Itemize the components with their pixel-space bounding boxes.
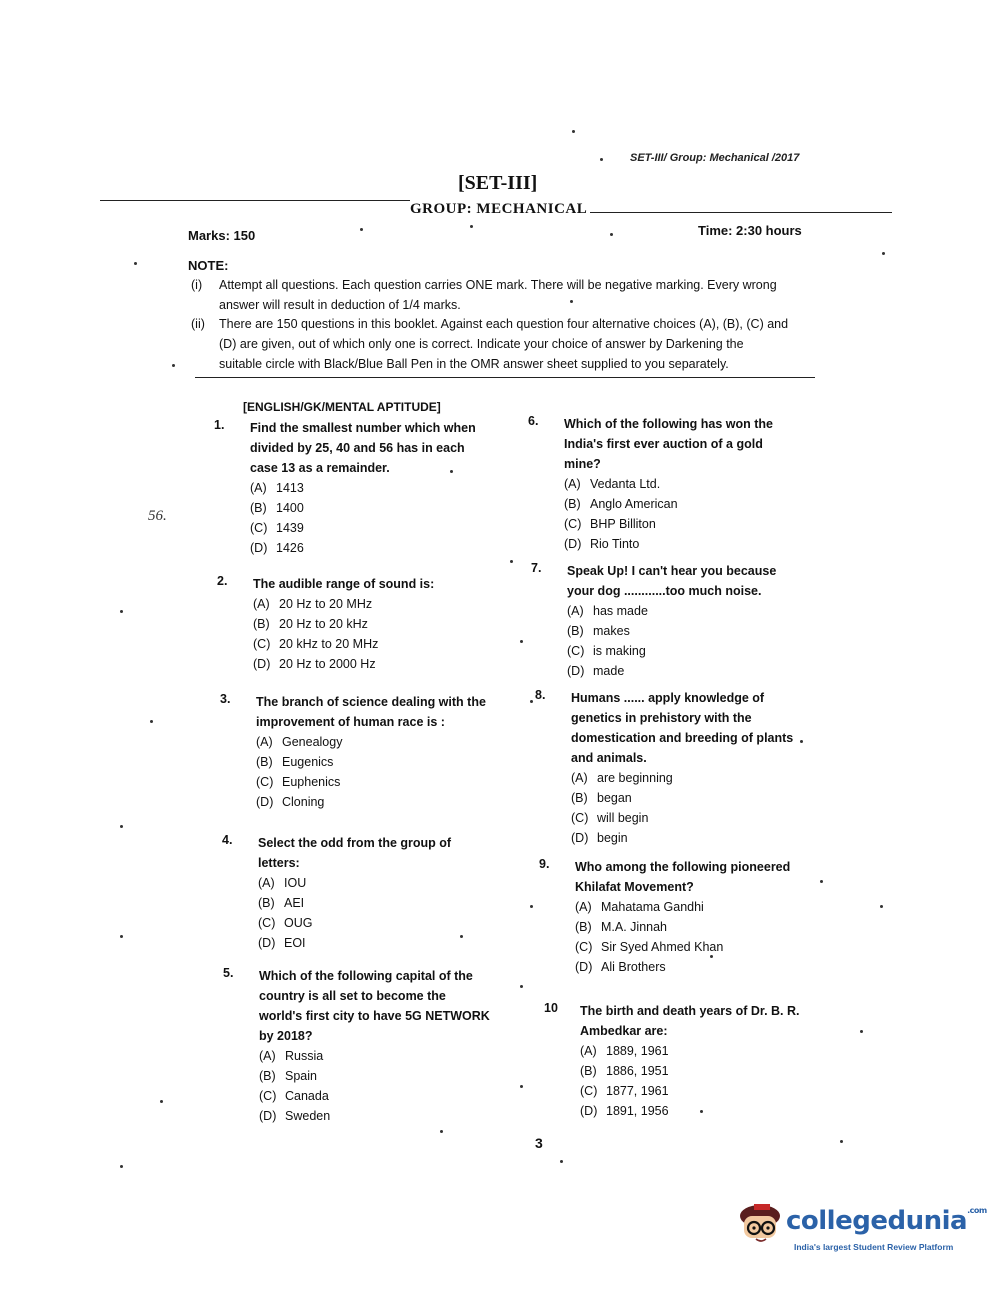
group-title: GROUP: MECHANICAL	[410, 201, 588, 217]
marks-label: Marks: 150	[188, 228, 256, 243]
question-number: 5.	[223, 966, 234, 980]
question-number: 4.	[222, 833, 233, 847]
option-text: 1877, 1961	[606, 1084, 669, 1098]
question-text-line: your dog ............too much noise.	[567, 584, 762, 598]
scan-speck	[610, 233, 613, 236]
question-text-line: Find the smallest number which when	[250, 421, 476, 435]
option-c	[250, 518, 488, 538]
note-line: Attempt all questions. Each question carries ONE mark. There will be negative marking. Every wrong	[219, 278, 777, 292]
collegedunia-logo	[736, 1200, 987, 1260]
option-label: (D)	[575, 960, 593, 974]
option-text: Mahatama Gandhi	[601, 900, 704, 914]
option-c	[580, 1081, 824, 1101]
header-rule-right	[590, 212, 892, 213]
option-c	[564, 514, 798, 534]
option-d	[564, 534, 798, 554]
option-text: EOI	[284, 936, 306, 950]
option-text: 20 kHz to 20 MHz	[279, 637, 379, 651]
option-text: Eugenics	[282, 755, 334, 769]
question-text-line: domestication and breeding of plants	[571, 731, 794, 745]
question-10	[544, 1001, 824, 1121]
option-label: (A)	[580, 1044, 597, 1058]
option-d	[256, 792, 494, 812]
margin-note: 56.	[148, 508, 167, 524]
option-text: AEI	[284, 896, 305, 910]
option-label: (B)	[259, 1069, 276, 1083]
option-label: (B)	[564, 497, 581, 511]
option-text: 1889, 1961	[606, 1044, 669, 1058]
option-b	[575, 917, 815, 937]
question-text-line: letters:	[258, 856, 300, 870]
question-6	[528, 414, 798, 554]
scan-speck	[860, 1030, 863, 1033]
option-text: began	[597, 791, 632, 805]
option-d	[259, 1106, 497, 1126]
option-text: makes	[593, 624, 630, 638]
option-text: Cloning	[282, 795, 325, 809]
question-text-line: Select the odd from the group of	[258, 836, 452, 850]
option-label: (B)	[258, 896, 275, 910]
scan-speck	[800, 740, 803, 743]
option-b	[259, 1066, 497, 1086]
option-c	[253, 634, 491, 654]
option-d	[253, 654, 491, 674]
option-text: begin	[597, 831, 628, 845]
option-b	[567, 621, 803, 641]
option-label: (A)	[564, 477, 581, 491]
mascot-icon	[736, 1202, 788, 1250]
question-text-line: and animals.	[571, 751, 647, 765]
scan-speck	[470, 225, 473, 228]
logo-wordmark: collegedunia$^{.com}$	[786, 1206, 987, 1236]
question-number: 8.	[535, 688, 546, 702]
note-heading: NOTE:	[188, 258, 229, 273]
option-label: (D)	[567, 664, 585, 678]
option-text: 1891, 1956	[606, 1104, 669, 1118]
option-a	[259, 1046, 497, 1066]
option-label: (B)	[580, 1064, 597, 1078]
question-text-line: Which of the following has won the	[564, 417, 774, 431]
option-label: (B)	[571, 791, 588, 805]
option-label: (A)	[259, 1049, 276, 1063]
section-heading: [ENGLISH/GK/MENTAL APTITUDE]	[243, 400, 441, 414]
option-label: (C)	[571, 811, 589, 825]
note-line: (D) are given, out of which only one is correct. Indicate your choice of answer by Darkening the	[219, 337, 744, 351]
option-a	[250, 478, 488, 498]
scan-speck	[520, 1085, 523, 1088]
option-a	[567, 601, 803, 621]
option-label: (A)	[258, 876, 275, 890]
question-text-line: world's first city to have 5G NETWORK	[259, 1009, 490, 1023]
option-label: (C)	[256, 775, 274, 789]
option-label: (A)	[256, 735, 273, 749]
option-c	[571, 808, 809, 828]
option-b	[250, 498, 488, 518]
scan-speck	[530, 700, 533, 703]
header-rule	[100, 200, 410, 201]
option-label: (D)	[250, 541, 268, 555]
scan-speck	[120, 1165, 123, 1168]
option-label: (C)	[567, 644, 585, 658]
option-label: (D)	[571, 831, 589, 845]
option-b	[564, 494, 798, 514]
option-text: 1886, 1951	[606, 1064, 669, 1078]
question-text-line: mine?	[564, 457, 601, 471]
option-label: (D)	[259, 1109, 277, 1123]
scan-speck	[520, 640, 523, 643]
option-b	[258, 893, 494, 913]
question-text-line: The audible range of sound is:	[253, 577, 435, 591]
time-label: Time: 2:30 hours	[698, 223, 802, 238]
option-text: 1439	[276, 521, 304, 535]
option-text: will begin	[597, 811, 649, 825]
scan-speck	[510, 560, 513, 563]
note-item-1	[191, 275, 814, 315]
option-b	[256, 752, 494, 772]
set-title: [SET-III]	[458, 172, 538, 194]
question-number: 3.	[220, 692, 231, 706]
option-text: Spain	[285, 1069, 317, 1083]
scan-speck	[840, 1140, 843, 1143]
option-text: is making	[593, 644, 646, 658]
note-rule	[195, 377, 815, 378]
note-line: There are 150 questions in this booklet. Against each question four alternative choices (A), (B), (C) and	[219, 317, 789, 331]
question-number: 2.	[217, 574, 228, 588]
option-a	[564, 474, 798, 494]
question-number: 7.	[531, 561, 542, 575]
option-text: Anglo American	[590, 497, 678, 511]
option-text: OUG	[284, 916, 313, 930]
option-label: (B)	[256, 755, 273, 769]
scan-speck	[600, 158, 603, 161]
option-label: (B)	[253, 617, 270, 631]
option-a	[253, 594, 491, 614]
question-8	[535, 688, 809, 848]
scan-speck	[530, 905, 533, 908]
option-text: Vedanta Ltd.	[590, 477, 661, 491]
option-c	[567, 641, 803, 661]
question-text-line: divided by 25, 40 and 56 has in each	[250, 441, 465, 455]
option-d	[575, 957, 815, 977]
option-text: has made	[593, 604, 648, 618]
option-text: Canada	[285, 1089, 329, 1103]
option-label: (D)	[253, 657, 271, 671]
scan-speck	[120, 610, 123, 613]
option-b	[571, 788, 809, 808]
option-c	[256, 772, 494, 792]
question-number: 6.	[528, 414, 539, 428]
scan-speck	[560, 1160, 563, 1163]
option-label: (D)	[256, 795, 274, 809]
logo-suffix: .com	[967, 1206, 987, 1215]
option-c	[259, 1086, 497, 1106]
option-label: (B)	[567, 624, 584, 638]
option-c	[258, 913, 494, 933]
option-label: (C)	[259, 1089, 277, 1103]
option-text: made	[593, 664, 625, 678]
question-number: 9.	[539, 857, 550, 871]
question-text-line: The branch of science dealing with the	[256, 695, 486, 709]
note-item-2	[191, 314, 814, 374]
option-label: (B)	[575, 920, 592, 934]
question-1	[214, 418, 488, 558]
option-text: Sweden	[285, 1109, 331, 1123]
option-text: are beginning	[597, 771, 673, 785]
option-text: IOU	[284, 876, 307, 890]
note-line: suitable circle with Black/Blue Ball Pen in the OMR answer sheet supplied to you separately.	[219, 357, 729, 371]
option-label: (A)	[571, 771, 588, 785]
scan-speck	[820, 880, 823, 883]
question-text-line: by 2018?	[259, 1029, 313, 1043]
scan-speck	[710, 955, 713, 958]
question-text-line: Khilafat Movement?	[575, 880, 694, 894]
scan-speck	[450, 470, 453, 473]
question-text-line: genetics in prehistory with the	[571, 711, 752, 725]
option-label: (A)	[250, 481, 267, 495]
question-text-line: Ambedkar are:	[580, 1024, 668, 1038]
option-label: (C)	[253, 637, 271, 651]
note-number: (i)	[191, 278, 203, 292]
scan-speck	[120, 825, 123, 828]
question-5	[223, 966, 497, 1126]
option-b	[580, 1061, 824, 1081]
option-label: (C)	[250, 521, 268, 535]
note-line: answer will result in deduction of 1/4 marks.	[219, 298, 461, 312]
scan-speck	[440, 1130, 443, 1133]
option-text: Rio Tinto	[590, 537, 640, 551]
scan-speck	[150, 720, 153, 723]
option-text: 1413	[276, 481, 304, 495]
question-text-line: Which of the following capital of the	[259, 969, 473, 983]
scan-speck	[172, 364, 175, 367]
scan-speck	[160, 1100, 163, 1103]
option-text: Sir Syed Ahmed Khan	[601, 940, 724, 954]
option-text: 20 Hz to 20 MHz	[279, 597, 373, 611]
question-text-line: country is all set to become the	[259, 989, 446, 1003]
option-a	[256, 732, 494, 752]
question-text-line: Speak Up! I can't hear you because	[567, 564, 777, 578]
option-label: (D)	[564, 537, 582, 551]
question-4	[222, 833, 494, 953]
option-label: (D)	[580, 1104, 598, 1118]
question-7	[531, 561, 803, 681]
question-number: 10	[544, 1001, 558, 1015]
option-c	[575, 937, 815, 957]
option-d	[250, 538, 488, 558]
option-label: (C)	[258, 916, 276, 930]
question-9	[539, 857, 815, 977]
scan-speck	[570, 300, 573, 303]
option-text: Genealogy	[282, 735, 343, 749]
option-a	[575, 897, 815, 917]
scan-speck	[882, 252, 885, 255]
option-a	[580, 1041, 824, 1061]
option-a	[571, 768, 809, 788]
option-d	[258, 933, 494, 953]
question-text-line: India's first ever auction of a gold	[564, 437, 763, 451]
option-text: Ali Brothers	[601, 960, 666, 974]
option-text: M.A. Jinnah	[601, 920, 668, 934]
scan-speck	[520, 985, 523, 988]
option-b	[253, 614, 491, 634]
option-text: 1426	[276, 541, 304, 555]
question-text-line: case 13 as a remainder.	[250, 461, 390, 475]
question-2	[217, 574, 491, 674]
option-text: 20 Hz to 2000 Hz	[279, 657, 376, 671]
option-label: (D)	[258, 936, 276, 950]
scan-speck	[460, 935, 463, 938]
question-text-line: improvement of human race is :	[256, 715, 445, 729]
option-text: Euphenics	[282, 775, 341, 789]
scan-speck	[700, 1110, 703, 1113]
question-3	[220, 692, 494, 812]
option-label: (C)	[564, 517, 582, 531]
scan-speck	[134, 262, 137, 265]
option-text: 1400	[276, 501, 304, 515]
scan-speck	[360, 228, 363, 231]
option-label: (A)	[567, 604, 584, 618]
option-text: Russia	[285, 1049, 324, 1063]
scan-speck	[572, 130, 575, 133]
option-label: (B)	[250, 501, 267, 515]
header-set-group: SET-III/ Group: Mechanical /2017	[630, 152, 800, 164]
scan-speck	[880, 905, 883, 908]
question-text-line: Humans ...... apply knowledge of	[571, 691, 765, 705]
question-text-line: Who among the following pioneered	[575, 860, 791, 874]
option-label: (C)	[575, 940, 593, 954]
option-text: BHP Billiton	[590, 517, 656, 531]
note-number: (ii)	[191, 317, 205, 331]
page-number: 3	[535, 1135, 543, 1151]
option-label: (A)	[575, 900, 592, 914]
question-text-line: The birth and death years of Dr. B. R.	[580, 1004, 800, 1018]
logo-tagline: India's largest Student Review Platform	[794, 1242, 954, 1252]
option-d	[571, 828, 809, 848]
option-label: (A)	[253, 597, 270, 611]
option-a	[258, 873, 494, 893]
scan-speck	[120, 935, 123, 938]
option-label: (C)	[580, 1084, 598, 1098]
question-number: 1.	[214, 418, 225, 432]
option-text: 20 Hz to 20 kHz	[279, 617, 368, 631]
option-d	[567, 661, 803, 681]
